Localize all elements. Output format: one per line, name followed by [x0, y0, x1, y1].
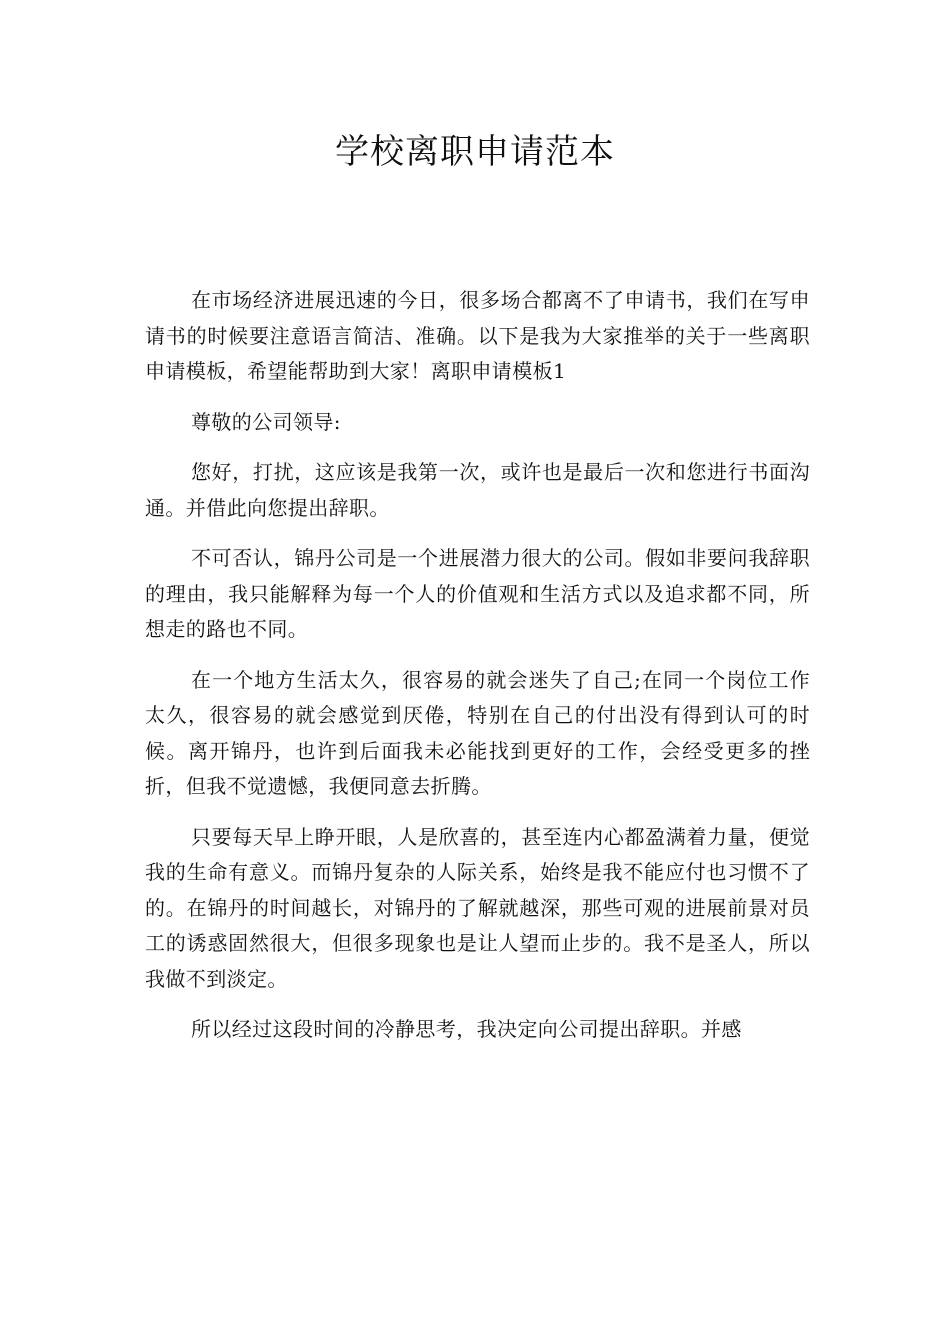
paragraph-greeting: 您好，打扰，这应该是我第一次，或许也是最后一次和您进行书面沟通。并借此向您提出辞职。 [145, 460, 810, 520]
document-body [145, 283, 810, 1063]
paragraph-meaning: 只要每天早上睁开眼，人是欣喜的，甚至连内心都盈满着力量，便觉我的生命有意义。而锦丹复杂的人际关系，始终是我不能应付也习惯不了的。在锦丹的时间越长，对锦丹的了解就越深，那些可观的进展前景对员工的诱惑固然很大，但很多现象也是让人望而止步的。我不是圣人，所以我做不到淡定。 [145, 824, 810, 991]
document-title: 学校离职申请范本 [335, 132, 615, 172]
paragraph-decision: 所以经过这段时间的冷静思考，我决定向公司提出辞职。并感 [191, 1017, 742, 1041]
paragraph-reason: 不可否认，锦丹公司是一个进展潜力很大的公司。假如非要问我辞职的理由，我只能解释为每一个人的价值观和生活方式以及追求都不同，所想走的路也不同。 [145, 546, 810, 641]
paragraph-salutation: 尊敬的公司领导: [191, 409, 341, 434]
paragraph-intro: 在市场经济进展迅速的今日，很多场合都离不了申请书，我们在写申请书的时候要注意语言简洁、准确。以下是我为大家推举的关于一些离职申请模板，希望能帮助到大家！离职申请模板1 [145, 288, 810, 383]
paragraph-weariness: 在一个地方生活太久，很容易的就会迷失了自己;在同一个岗位工作太久，很容易的就会感觉到厌倦，特别在自己的付出没有得到认可的时候。离开锦丹，也许到后面我未必能找到更好的工作，会经受更多的挫折，但我不觉遗憾，我便同意去折腾。 [145, 667, 810, 798]
